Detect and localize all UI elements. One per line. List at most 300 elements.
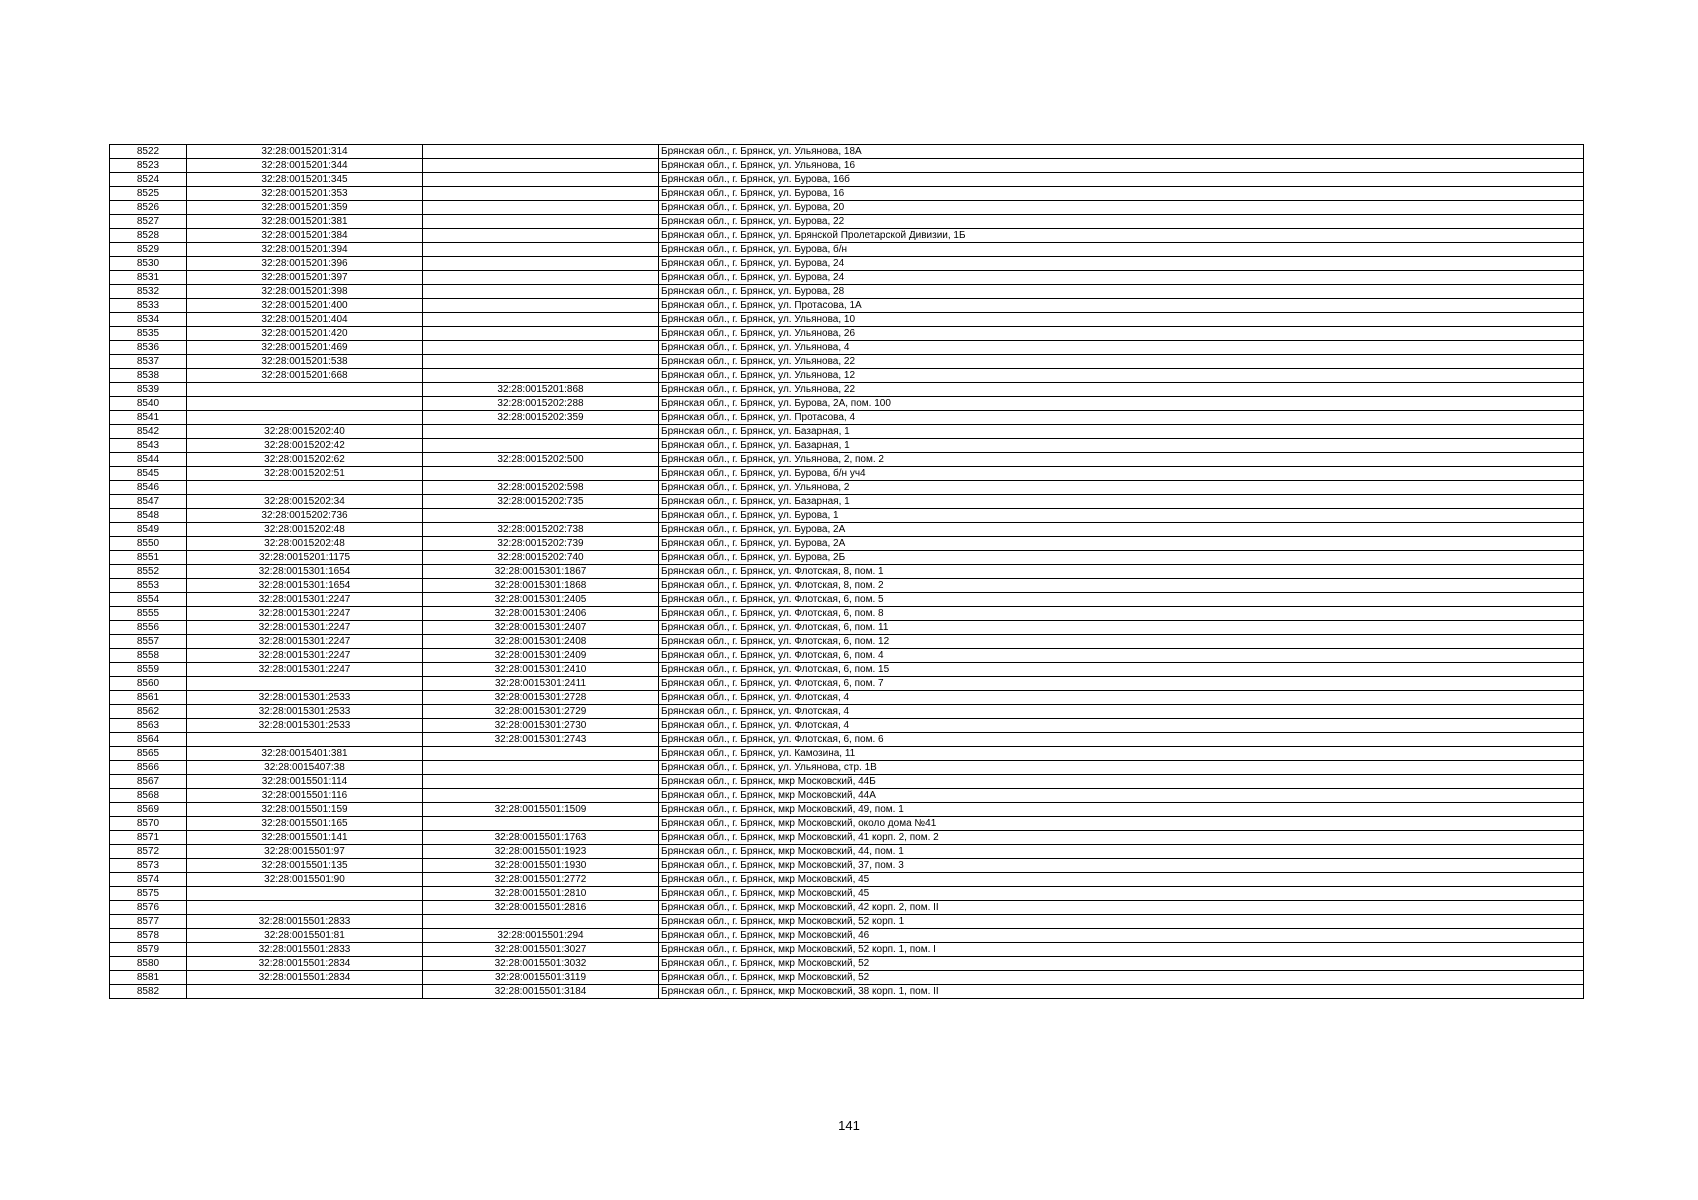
row-number-cell: 8542 <box>110 425 187 439</box>
table-row <box>110 145 1584 159</box>
land-cadastral-cell: 32:28:0015201:396 <box>187 257 423 271</box>
object-cadastral-cell <box>423 243 659 257</box>
land-cadastral-cell: 32:28:0015301:2533 <box>187 705 423 719</box>
row-number-cell: 8532 <box>110 285 187 299</box>
table-row <box>110 691 1584 705</box>
table-row <box>110 663 1584 677</box>
object-cadastral-cell: 32:28:0015501:1509 <box>423 803 659 817</box>
land-cadastral-cell: 32:28:0015201:353 <box>187 187 423 201</box>
row-number-cell: 8581 <box>110 971 187 985</box>
land-cadastral-cell: 32:28:0015201:314 <box>187 145 423 159</box>
table-row <box>110 915 1584 929</box>
land-cadastral-cell <box>187 887 423 901</box>
address-cell: Брянская обл., г. Брянск, ул. Бурова, 16б <box>659 173 1584 187</box>
registry-sheet <box>109 144 1583 999</box>
table-row <box>110 173 1584 187</box>
address-cell: Брянская обл., г. Брянск, ул. Базарная, 1 <box>659 425 1584 439</box>
land-cadastral-cell: 32:28:0015301:2247 <box>187 621 423 635</box>
object-cadastral-cell <box>423 299 659 313</box>
land-cadastral-cell: 32:28:0015201:384 <box>187 229 423 243</box>
object-cadastral-cell: 32:28:0015501:2810 <box>423 887 659 901</box>
row-number-cell: 8556 <box>110 621 187 635</box>
land-cadastral-cell <box>187 411 423 425</box>
address-cell: Брянская обл., г. Брянск, мкр Московский, 45 <box>659 887 1584 901</box>
address-cell: Брянская обл., г. Брянск, ул. Протасова, 4 <box>659 411 1584 425</box>
land-cadastral-cell: 32:28:0015301:2247 <box>187 607 423 621</box>
object-cadastral-cell: 32:28:0015202:359 <box>423 411 659 425</box>
address-cell: Брянская обл., г. Брянск, ул. Базарная, 1 <box>659 495 1584 509</box>
table-row <box>110 355 1584 369</box>
address-cell: Брянская обл., г. Брянск, ул. Брянской Пролетарской Дивизии, 1Б <box>659 229 1584 243</box>
land-cadastral-cell: 32:28:0015202:42 <box>187 439 423 453</box>
row-number-cell: 8534 <box>110 313 187 327</box>
object-cadastral-cell <box>423 369 659 383</box>
address-cell: Брянская обл., г. Брянск, мкр Московский, 44А <box>659 789 1584 803</box>
address-cell: Брянская обл., г. Брянск, ул. Флотская, 6, пом. 5 <box>659 593 1584 607</box>
address-cell: Брянская обл., г. Брянск, ул. Флотская, 6, пом. 7 <box>659 677 1584 691</box>
land-cadastral-cell: 32:28:0015202:40 <box>187 425 423 439</box>
land-cadastral-cell: 32:28:0015301:2247 <box>187 635 423 649</box>
table-row <box>110 313 1584 327</box>
table-row <box>110 775 1584 789</box>
row-number-cell: 8529 <box>110 243 187 257</box>
row-number-cell: 8540 <box>110 397 187 411</box>
land-cadastral-cell: 32:28:0015501:2833 <box>187 943 423 957</box>
address-cell: Брянская обл., г. Брянск, ул. Флотская, 6, пом. 6 <box>659 733 1584 747</box>
land-cadastral-cell: 32:28:0015301:1654 <box>187 579 423 593</box>
object-cadastral-cell <box>423 159 659 173</box>
land-cadastral-cell: 32:28:0015201:345 <box>187 173 423 187</box>
table-row <box>110 649 1584 663</box>
address-cell: Брянская обл., г. Брянск, ул. Флотская, 6, пом. 8 <box>659 607 1584 621</box>
row-number-cell: 8553 <box>110 579 187 593</box>
object-cadastral-cell <box>423 257 659 271</box>
row-number-cell: 8566 <box>110 761 187 775</box>
object-cadastral-cell: 32:28:0015501:1923 <box>423 845 659 859</box>
table-row <box>110 929 1584 943</box>
land-cadastral-cell <box>187 985 423 999</box>
land-cadastral-cell: 32:28:0015201:394 <box>187 243 423 257</box>
object-cadastral-cell: 32:28:0015202:288 <box>423 397 659 411</box>
row-number-cell: 8525 <box>110 187 187 201</box>
address-cell: Брянская обл., г. Брянск, ул. Флотская, 6, пом. 11 <box>659 621 1584 635</box>
address-cell: Брянская обл., г. Брянск, мкр Московский, 52 корп. 1 <box>659 915 1584 929</box>
land-cadastral-cell: 32:28:0015501:97 <box>187 845 423 859</box>
address-cell: Брянская обл., г. Брянск, ул. Бурова, б/н уч4 <box>659 467 1584 481</box>
row-number-cell: 8523 <box>110 159 187 173</box>
object-cadastral-cell <box>423 173 659 187</box>
table-row <box>110 733 1584 747</box>
land-cadastral-cell: 32:28:0015301:2247 <box>187 663 423 677</box>
table-row <box>110 439 1584 453</box>
table-row <box>110 621 1584 635</box>
table-row <box>110 579 1584 593</box>
row-number-cell: 8545 <box>110 467 187 481</box>
object-cadastral-cell <box>423 285 659 299</box>
land-cadastral-cell: 32:28:0015201:397 <box>187 271 423 285</box>
row-number-cell: 8526 <box>110 201 187 215</box>
land-cadastral-cell: 32:28:0015501:2834 <box>187 971 423 985</box>
land-cadastral-cell: 32:28:0015401:381 <box>187 747 423 761</box>
table-row <box>110 635 1584 649</box>
table-row <box>110 789 1584 803</box>
table-row <box>110 719 1584 733</box>
object-cadastral-cell <box>423 915 659 929</box>
address-cell: Брянская обл., г. Брянск, ул. Бурова, 28 <box>659 285 1584 299</box>
address-cell: Брянская обл., г. Брянск, ул. Флотская, 6, пом. 12 <box>659 635 1584 649</box>
row-number-cell: 8570 <box>110 817 187 831</box>
row-number-cell: 8575 <box>110 887 187 901</box>
address-cell: Брянская обл., г. Брянск, ул. Ульянова, 10 <box>659 313 1584 327</box>
object-cadastral-cell: 32:28:0015501:2772 <box>423 873 659 887</box>
object-cadastral-cell: 32:28:0015202:598 <box>423 481 659 495</box>
row-number-cell: 8568 <box>110 789 187 803</box>
land-cadastral-cell: 32:28:0015301:1654 <box>187 565 423 579</box>
land-cadastral-cell: 32:28:0015301:2533 <box>187 691 423 705</box>
land-cadastral-cell: 32:28:0015201:398 <box>187 285 423 299</box>
land-cadastral-cell: 32:28:0015501:114 <box>187 775 423 789</box>
row-number-cell: 8533 <box>110 299 187 313</box>
table-row <box>110 845 1584 859</box>
address-cell: Брянская обл., г. Брянск, ул. Бурова, б/н <box>659 243 1584 257</box>
row-number-cell: 8536 <box>110 341 187 355</box>
table-row <box>110 299 1584 313</box>
object-cadastral-cell: 32:28:0015201:868 <box>423 383 659 397</box>
land-cadastral-cell: 32:28:0015501:135 <box>187 859 423 873</box>
address-cell: Брянская обл., г. Брянск, мкр Московский, 52 <box>659 971 1584 985</box>
land-cadastral-cell <box>187 383 423 397</box>
row-number-cell: 8531 <box>110 271 187 285</box>
row-number-cell: 8550 <box>110 537 187 551</box>
table-row <box>110 341 1584 355</box>
row-number-cell: 8578 <box>110 929 187 943</box>
land-cadastral-cell: 32:28:0015201:1175 <box>187 551 423 565</box>
object-cadastral-cell <box>423 425 659 439</box>
table-row <box>110 383 1584 397</box>
object-cadastral-cell: 32:28:0015501:3027 <box>423 943 659 957</box>
row-number-cell: 8543 <box>110 439 187 453</box>
land-cadastral-cell: 32:28:0015201:400 <box>187 299 423 313</box>
address-cell: Брянская обл., г. Брянск, ул. Бурова, 2А, пом. 100 <box>659 397 1584 411</box>
address-cell: Брянская обл., г. Брянск, ул. Ульянова, 16 <box>659 159 1584 173</box>
address-cell: Брянская обл., г. Брянск, мкр Московский, 42 корп. 2, пом. II <box>659 901 1584 915</box>
object-cadastral-cell <box>423 201 659 215</box>
row-number-cell: 8539 <box>110 383 187 397</box>
address-cell: Брянская обл., г. Брянск, ул. Ульянова, 18А <box>659 145 1584 159</box>
address-cell: Брянская обл., г. Брянск, ул. Бурова, 24 <box>659 257 1584 271</box>
object-cadastral-cell <box>423 789 659 803</box>
land-cadastral-cell: 32:28:0015501:81 <box>187 929 423 943</box>
object-cadastral-cell: 32:28:0015202:738 <box>423 523 659 537</box>
land-cadastral-cell: 32:28:0015202:34 <box>187 495 423 509</box>
row-number-cell: 8577 <box>110 915 187 929</box>
row-number-cell: 8565 <box>110 747 187 761</box>
land-cadastral-cell <box>187 733 423 747</box>
object-cadastral-cell: 32:28:0015501:1930 <box>423 859 659 873</box>
table-row <box>110 271 1584 285</box>
table-row <box>110 985 1584 999</box>
land-cadastral-cell: 32:28:0015202:736 <box>187 509 423 523</box>
row-number-cell: 8541 <box>110 411 187 425</box>
table-row <box>110 397 1584 411</box>
row-number-cell: 8561 <box>110 691 187 705</box>
row-number-cell: 8567 <box>110 775 187 789</box>
table-row <box>110 159 1584 173</box>
table-row <box>110 495 1584 509</box>
address-cell: Брянская обл., г. Брянск, ул. Ульянова, 22 <box>659 383 1584 397</box>
address-cell: Брянская обл., г. Брянск, мкр Московский, 52 <box>659 957 1584 971</box>
object-cadastral-cell <box>423 215 659 229</box>
page-number: 141 <box>838 1118 860 1133</box>
object-cadastral-cell: 32:28:0015202:739 <box>423 537 659 551</box>
row-number-cell: 8537 <box>110 355 187 369</box>
object-cadastral-cell: 32:28:0015501:2816 <box>423 901 659 915</box>
object-cadastral-cell: 32:28:0015202:735 <box>423 495 659 509</box>
row-number-cell: 8562 <box>110 705 187 719</box>
table-row <box>110 817 1584 831</box>
object-cadastral-cell: 32:28:0015301:2411 <box>423 677 659 691</box>
object-cadastral-cell: 32:28:0015301:2406 <box>423 607 659 621</box>
table-row <box>110 201 1584 215</box>
address-cell: Брянская обл., г. Брянск, ул. Камозина, 11 <box>659 747 1584 761</box>
table-row <box>110 551 1584 565</box>
land-cadastral-cell: 32:28:0015202:62 <box>187 453 423 467</box>
row-number-cell: 8530 <box>110 257 187 271</box>
object-cadastral-cell <box>423 355 659 369</box>
row-number-cell: 8549 <box>110 523 187 537</box>
address-cell: Брянская обл., г. Брянск, ул. Бурова, 2А <box>659 523 1584 537</box>
table-row <box>110 901 1584 915</box>
table-row <box>110 887 1584 901</box>
row-number-cell: 8563 <box>110 719 187 733</box>
land-cadastral-cell: 32:28:0015501:2833 <box>187 915 423 929</box>
table-row <box>110 369 1584 383</box>
address-cell: Брянская обл., г. Брянск, ул. Флотская, 8, пом. 2 <box>659 579 1584 593</box>
land-cadastral-cell: 32:28:0015201:344 <box>187 159 423 173</box>
table-row <box>110 537 1584 551</box>
address-cell: Брянская обл., г. Брянск, ул. Бурова, 20 <box>659 201 1584 215</box>
row-number-cell: 8569 <box>110 803 187 817</box>
table-row <box>110 565 1584 579</box>
row-number-cell: 8552 <box>110 565 187 579</box>
table-row <box>110 761 1584 775</box>
object-cadastral-cell: 32:28:0015501:3032 <box>423 957 659 971</box>
row-number-cell: 8560 <box>110 677 187 691</box>
land-cadastral-cell: 32:28:0015501:2834 <box>187 957 423 971</box>
table-row <box>110 943 1584 957</box>
land-cadastral-cell: 32:28:0015501:159 <box>187 803 423 817</box>
table-row <box>110 803 1584 817</box>
table-row <box>110 509 1584 523</box>
land-cadastral-cell: 32:28:0015501:90 <box>187 873 423 887</box>
land-cadastral-cell <box>187 397 423 411</box>
object-cadastral-cell: 32:28:0015301:2730 <box>423 719 659 733</box>
table-row <box>110 285 1584 299</box>
table-row <box>110 677 1584 691</box>
table-row <box>110 607 1584 621</box>
land-cadastral-cell: 32:28:0015202:48 <box>187 537 423 551</box>
land-cadastral-cell: 32:28:0015201:469 <box>187 341 423 355</box>
row-number-cell: 8571 <box>110 831 187 845</box>
object-cadastral-cell: 32:28:0015301:2729 <box>423 705 659 719</box>
address-cell: Брянская обл., г. Брянск, ул. Флотская, 8, пом. 1 <box>659 565 1584 579</box>
address-cell: Брянская обл., г. Брянск, ул. Бурова, 24 <box>659 271 1584 285</box>
object-cadastral-cell: 32:28:0015301:2743 <box>423 733 659 747</box>
address-cell: Брянская обл., г. Брянск, мкр Московский, 38 корп. 1, пом. II <box>659 985 1584 999</box>
object-cadastral-cell <box>423 817 659 831</box>
land-cadastral-cell <box>187 677 423 691</box>
land-cadastral-cell: 32:28:0015201:668 <box>187 369 423 383</box>
address-cell: Брянская обл., г. Брянск, ул. Ульянова, 12 <box>659 369 1584 383</box>
land-cadastral-cell: 32:28:0015501:116 <box>187 789 423 803</box>
row-number-cell: 8527 <box>110 215 187 229</box>
address-cell: Брянская обл., г. Брянск, мкр Московский, 44, пом. 1 <box>659 845 1584 859</box>
row-number-cell: 8557 <box>110 635 187 649</box>
address-cell: Брянская обл., г. Брянск, ул. Бурова, 1 <box>659 509 1584 523</box>
land-cadastral-cell <box>187 481 423 495</box>
row-number-cell: 8535 <box>110 327 187 341</box>
row-number-cell: 8546 <box>110 481 187 495</box>
land-cadastral-cell: 32:28:0015301:2533 <box>187 719 423 733</box>
land-cadastral-cell: 32:28:0015202:48 <box>187 523 423 537</box>
table-row <box>110 453 1584 467</box>
row-number-cell: 8544 <box>110 453 187 467</box>
land-cadastral-cell: 32:28:0015201:420 <box>187 327 423 341</box>
table-row <box>110 229 1584 243</box>
land-cadastral-cell: 32:28:0015407:38 <box>187 761 423 775</box>
land-cadastral-cell: 32:28:0015201:359 <box>187 201 423 215</box>
address-cell: Брянская обл., г. Брянск, мкр Московский, 41 корп. 2, пом. 2 <box>659 831 1584 845</box>
row-number-cell: 8579 <box>110 943 187 957</box>
row-number-cell: 8551 <box>110 551 187 565</box>
registry-table <box>109 144 1584 999</box>
land-cadastral-cell: 32:28:0015501:141 <box>187 831 423 845</box>
row-number-cell: 8572 <box>110 845 187 859</box>
address-cell: Брянская обл., г. Брянск, ул. Ульянова, 4 <box>659 341 1584 355</box>
address-cell: Брянская обл., г. Брянск, ул. Флотская, 6, пом. 4 <box>659 649 1584 663</box>
address-cell: Брянская обл., г. Брянск, ул. Бурова, 22 <box>659 215 1584 229</box>
row-number-cell: 8547 <box>110 495 187 509</box>
table-row <box>110 859 1584 873</box>
land-cadastral-cell: 32:28:0015202:51 <box>187 467 423 481</box>
address-cell: Брянская обл., г. Брянск, ул. Бурова, 2А <box>659 537 1584 551</box>
row-number-cell: 8555 <box>110 607 187 621</box>
address-cell: Брянская обл., г. Брянск, ул. Флотская, 6, пом. 15 <box>659 663 1584 677</box>
land-cadastral-cell: 32:28:0015501:165 <box>187 817 423 831</box>
table-row <box>110 243 1584 257</box>
object-cadastral-cell: 32:28:0015501:1763 <box>423 831 659 845</box>
object-cadastral-cell <box>423 467 659 481</box>
address-cell: Брянская обл., г. Брянск, ул. Бурова, 2Б <box>659 551 1584 565</box>
address-cell: Брянская обл., г. Брянск, ул. Ульянова, 2, пом. 2 <box>659 453 1584 467</box>
object-cadastral-cell: 32:28:0015301:1867 <box>423 565 659 579</box>
land-cadastral-cell: 32:28:0015301:2247 <box>187 593 423 607</box>
object-cadastral-cell: 32:28:0015301:2405 <box>423 593 659 607</box>
table-row <box>110 831 1584 845</box>
row-number-cell: 8582 <box>110 985 187 999</box>
row-number-cell: 8564 <box>110 733 187 747</box>
row-number-cell: 8528 <box>110 229 187 243</box>
object-cadastral-cell: 32:28:0015501:3119 <box>423 971 659 985</box>
table-row <box>110 705 1584 719</box>
land-cadastral-cell: 32:28:0015201:381 <box>187 215 423 229</box>
land-cadastral-cell <box>187 901 423 915</box>
row-number-cell: 8559 <box>110 663 187 677</box>
address-cell: Брянская обл., г. Брянск, ул. Флотская, 4 <box>659 691 1584 705</box>
row-number-cell: 8576 <box>110 901 187 915</box>
row-number-cell: 8558 <box>110 649 187 663</box>
object-cadastral-cell <box>423 327 659 341</box>
object-cadastral-cell: 32:28:0015301:2728 <box>423 691 659 705</box>
address-cell: Брянская обл., г. Брянск, ул. Ульянова, 22 <box>659 355 1584 369</box>
address-cell: Брянская обл., г. Брянск, мкр Московский, 44Б <box>659 775 1584 789</box>
table-row <box>110 971 1584 985</box>
land-cadastral-cell: 32:28:0015201:404 <box>187 313 423 327</box>
table-row <box>110 327 1584 341</box>
table-row <box>110 467 1584 481</box>
table-row <box>110 257 1584 271</box>
table-row <box>110 425 1584 439</box>
table-row <box>110 523 1584 537</box>
object-cadastral-cell <box>423 187 659 201</box>
object-cadastral-cell <box>423 271 659 285</box>
table-row <box>110 747 1584 761</box>
object-cadastral-cell: 32:28:0015501:294 <box>423 929 659 943</box>
address-cell: Брянская обл., г. Брянск, ул. Флотская, 4 <box>659 719 1584 733</box>
table-row <box>110 873 1584 887</box>
row-number-cell: 8522 <box>110 145 187 159</box>
address-cell: Брянская обл., г. Брянск, ул. Протасова, 1А <box>659 299 1584 313</box>
object-cadastral-cell: 32:28:0015501:3184 <box>423 985 659 999</box>
table-row <box>110 481 1584 495</box>
address-cell: Брянская обл., г. Брянск, мкр Московский, 37, пом. 3 <box>659 859 1584 873</box>
row-number-cell: 8524 <box>110 173 187 187</box>
address-cell: Брянская обл., г. Брянск, ул. Ульянова, 2 <box>659 481 1584 495</box>
object-cadastral-cell: 32:28:0015301:1868 <box>423 579 659 593</box>
address-cell: Брянская обл., г. Брянск, ул. Бурова, 16 <box>659 187 1584 201</box>
row-number-cell: 8548 <box>110 509 187 523</box>
object-cadastral-cell: 32:28:0015202:500 <box>423 453 659 467</box>
address-cell: Брянская обл., г. Брянск, мкр Московский, 46 <box>659 929 1584 943</box>
address-cell: Брянская обл., г. Брянск, мкр Московский, 45 <box>659 873 1584 887</box>
object-cadastral-cell <box>423 747 659 761</box>
land-cadastral-cell: 32:28:0015201:538 <box>187 355 423 369</box>
row-number-cell: 8574 <box>110 873 187 887</box>
object-cadastral-cell <box>423 439 659 453</box>
table-row <box>110 593 1584 607</box>
row-number-cell: 8580 <box>110 957 187 971</box>
address-cell: Брянская обл., г. Брянск, ул. Ульянова, стр. 1В <box>659 761 1584 775</box>
registry-table-body <box>110 145 1584 999</box>
object-cadastral-cell <box>423 761 659 775</box>
table-row <box>110 411 1584 425</box>
table-row <box>110 215 1584 229</box>
object-cadastral-cell <box>423 509 659 523</box>
object-cadastral-cell <box>423 313 659 327</box>
address-cell: Брянская обл., г. Брянск, мкр Московский, 49, пом. 1 <box>659 803 1584 817</box>
address-cell: Брянская обл., г. Брянск, мкр Московский, 52 корп. 1, пом. I <box>659 943 1584 957</box>
object-cadastral-cell: 32:28:0015202:740 <box>423 551 659 565</box>
row-number-cell: 8538 <box>110 369 187 383</box>
table-row <box>110 187 1584 201</box>
row-number-cell: 8573 <box>110 859 187 873</box>
object-cadastral-cell <box>423 229 659 243</box>
row-number-cell: 8554 <box>110 593 187 607</box>
address-cell: Брянская обл., г. Брянск, ул. Флотская, 4 <box>659 705 1584 719</box>
object-cadastral-cell: 32:28:0015301:2407 <box>423 621 659 635</box>
object-cadastral-cell: 32:28:0015301:2408 <box>423 635 659 649</box>
address-cell: Брянская обл., г. Брянск, мкр Московский, около дома №41 <box>659 817 1584 831</box>
